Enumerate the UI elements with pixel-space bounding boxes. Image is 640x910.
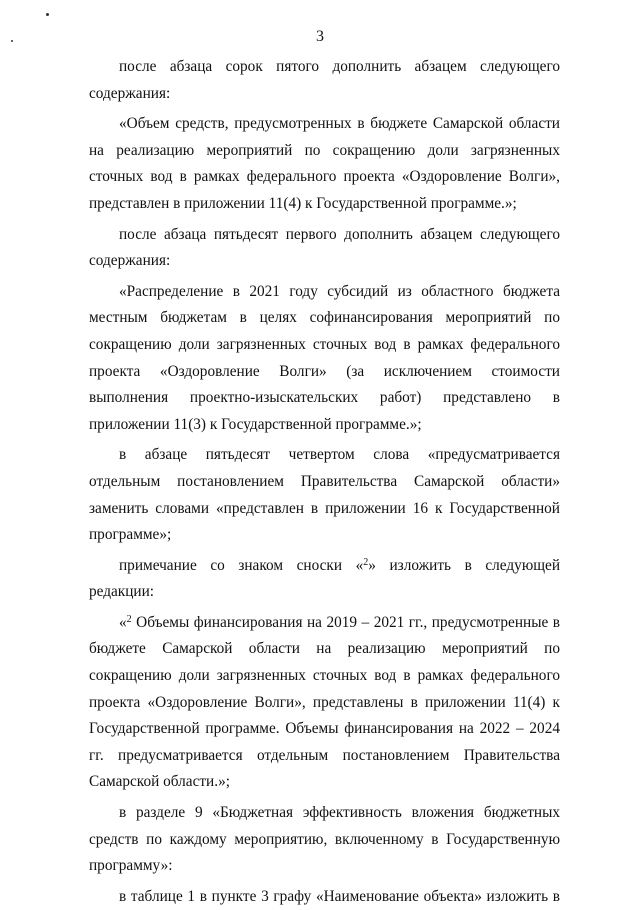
paragraph: после абзаца сорок пятого дополнить абзацем следующего содержания: <box>89 58 560 102</box>
page-number: 3 <box>316 28 324 45</box>
text-run: примечание со знаком сноски « <box>119 556 364 574</box>
text-run: Объемы финансирования на 2019 – 2021 гг., предусмотренные в бюджете Самарской области на реализацию мероприятий по сокращению доли загрязненных сточных вод в рамках федерального проекта «Оздоровление Волги», представлены в приложении 11(4) к Государственной программе. Объемы финансирования на 2022 – 2024 гг. предусматривается отдельным постановлением Правительства Самарской области.»; <box>89 613 560 791</box>
text-run: « <box>119 613 127 631</box>
paragraph: «Распределение в 2021 году субсидий из областного бюджета местным бюджетам в целях софинансирования мероприятий по сокращению доли загрязненных сточных вод в рамках федерального проекта «Оздоровление Волги» (за исключением стоимости выполнения проектно-изыскательских работ) представлено в приложении 11(3) к Государственной программе.»; <box>89 282 560 433</box>
footnote-paragraph <box>89 610 560 796</box>
paragraph: после абзаца пятьдесят первого дополнить абзацем следующего содержания: <box>89 225 560 270</box>
footnote-marker: 2 <box>363 556 369 568</box>
paragraph: в разделе 9 «Бюджетная эффективность вложения бюджетных средств по каждому мероприятию, включенному в Государственную программу»: <box>89 804 560 875</box>
document-body <box>89 54 560 910</box>
text-run: » изложить в следующей редакции: <box>89 556 561 601</box>
paragraph <box>89 553 560 606</box>
paragraph: в таблице 1 в пункте 3 графу «Наименование объекта» изложить в <box>119 887 560 905</box>
footnote-marker: 2 <box>126 613 132 625</box>
paragraph: «Объем средств, предусмотренных в бюджете Самарской области на реализацию мероприятий по сокращению доли загрязненных сточных вод в рамках федерального проекта «Оздоровление Волги», представлен в приложении 11(4) к Государственной программе.»; <box>89 115 560 212</box>
scan-speck <box>46 13 49 16</box>
paragraph: в абзаце пятьдесят четвертом слова «предусматривается отдельным постановлением Правительства Самарской области» заменить словами «представлен в приложении 16 к Государственной программе»; <box>89 446 560 544</box>
